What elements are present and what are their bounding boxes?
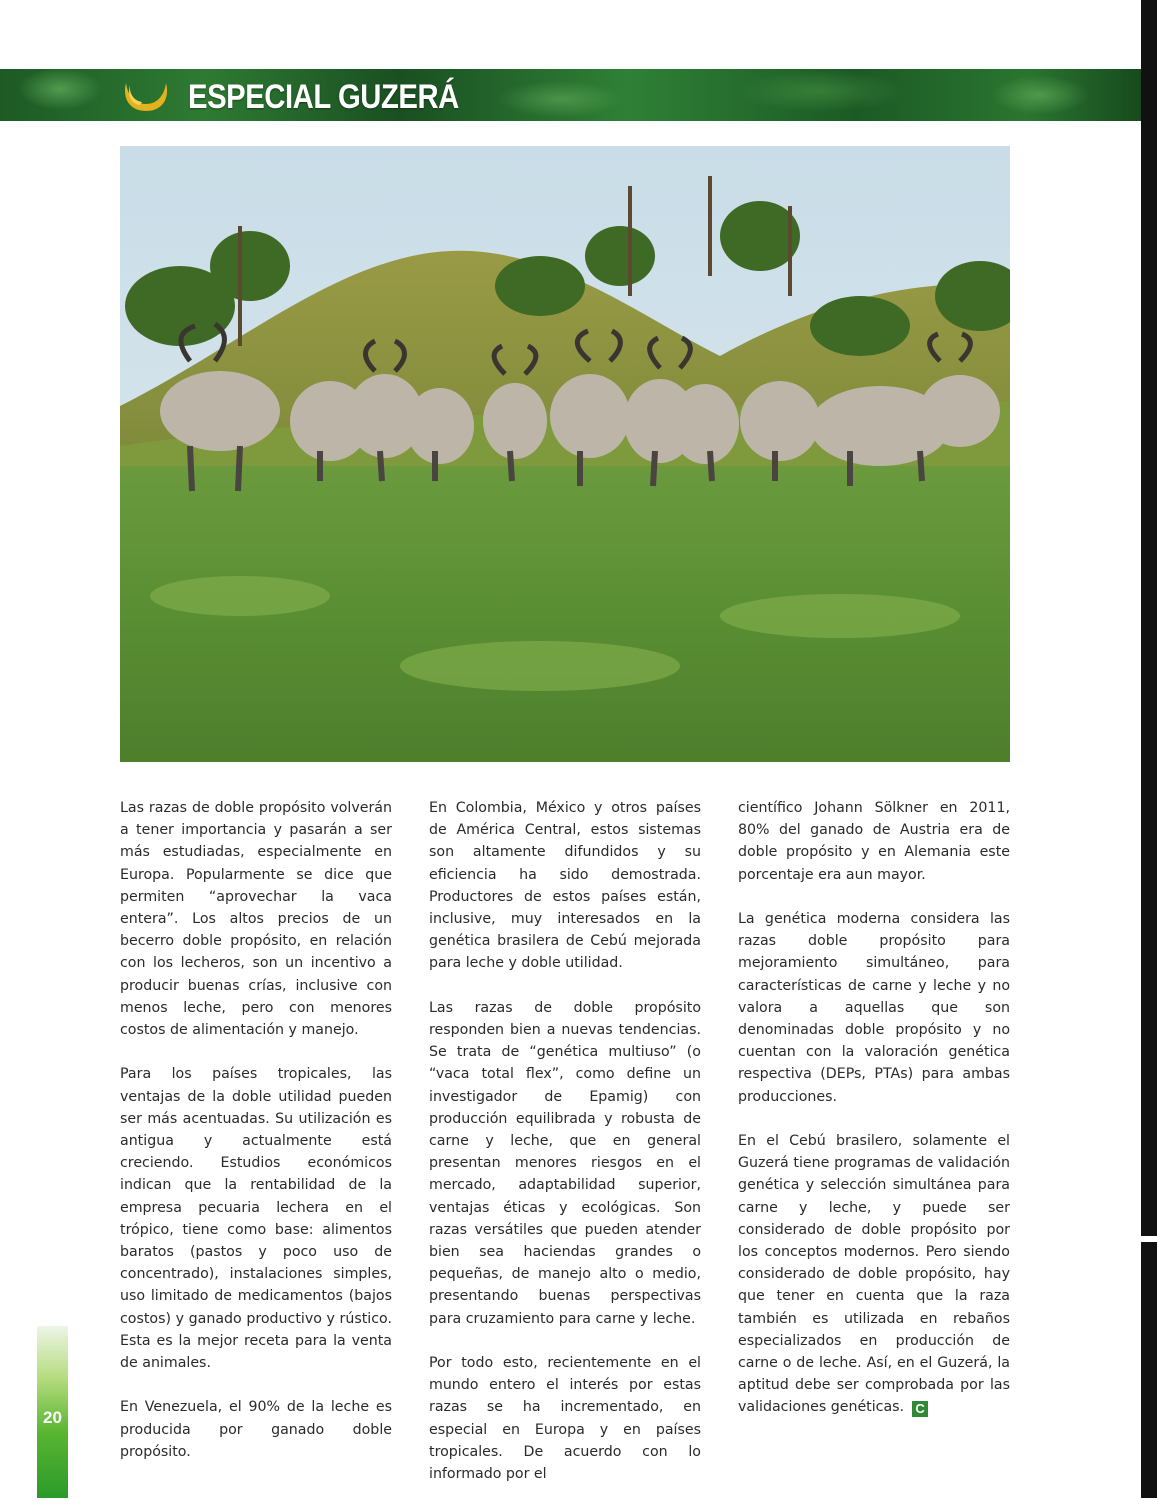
- paragraph: Las razas de doble propósito volverán a tener importancia y pasarán a ser más estudiadas, especialmente en Europa. Popularmente se dice que permiten “aprovechar la vaca entera”. Los altos precios de un becerro doble propósito, en relación con los lecheros, son un incentivo a producir buenas crías, inclusive con menos leche, pero con menores costos de alimentación y manejo.: [120, 800, 392, 1039]
- paragraph: La genética moderna considera las razas doble propósito para mejoramiento simultáneo, para características de carne y leche y no valora a aquellas que son denominadas doble propósito y no cuentan con la valoración genética respectiva (DEPs, PTAs) para ambas producciones.: [738, 911, 1010, 1105]
- paragraph: Por todo esto, recientemente en el mundo entero el interés por estas razas se ha incrementado, en especial en Europa y en países tropicales. De acuerdo con lo informado por el: [429, 1355, 701, 1483]
- paragraph: En Colombia, México y otros países de América Central, estos sistemas son altamente difundidos y su eficiencia ha sido demostrada. Productores de estos países están, inclusive, muy interesados en la genética brasilera de Cebú mejorada para leche y doble utilidad.: [429, 800, 701, 972]
- horns-emblem-icon: [120, 73, 172, 117]
- cattle-herd-photo: [120, 146, 1010, 762]
- article-end-mark-icon: C: [912, 1401, 928, 1417]
- article-column-1: [120, 797, 392, 1485]
- paragraph: Las razas de doble propósito responden bien a nuevas tendencias. Se trata de “genética multiuso” (o “vaca total flex”, como define un investigador de Epamig) con producción equilibrada y robusta de carne y leche, que en general presentan menores riesgos en el mercado, adaptabilidad superior, ventajas éticas y ecológicas. Son razas versátiles que pueden atender bien sea haciendas grandes o pequeñas, de manejo alto o medio, presentando buenas perspectivas para cruzamiento para carne y leche.: [429, 999, 701, 1327]
- paragraph-last: [738, 1130, 1010, 1419]
- article-column-3: [738, 797, 1010, 1441]
- page-edge-bar: [1141, 0, 1157, 1498]
- section-title: ESPECIAL GUZERÁ: [188, 78, 459, 116]
- paragraph-text: En el Cebú brasilero, solamente el Guzerá tiene programas de validación genética y selección simultánea para carne y leche, y puede ser considerado de doble propósito por los conceptos modernos. Pero siendo considerado de doble propósito, hay que tener en cuenta que la raza también es utilizada en rebaños especializados en producción de carne o de leche. Así, en el Guzerá, la aptitud debe ser comprobada por las validaciones genéticas.: [738, 1133, 1010, 1416]
- section-header: [0, 69, 1141, 121]
- page-edge-notch: [1141, 1236, 1157, 1242]
- article-column-2: [429, 797, 701, 1507]
- paragraph: científico Johann Sölkner en 2011, 80% del ganado de Austria era de doble propósito y en Alemania este porcentaje era aun mayor.: [738, 800, 1010, 883]
- page-number-tab: [37, 1326, 68, 1498]
- page-number: 20: [43, 1408, 62, 1427]
- paragraph: Para los países tropicales, las ventajas de la doble utilidad pueden ser más acentuadas. Su utilización es antigua y actualmente está creciendo. Estudios económicos indican que la rentabilidad de la empresa pecuaria lechera en el trópico, tiene como base: alimentos baratos (pastos y poco uso de concentrado), instalaciones simples, uso limitado de medicamentos (bajos costos) y ganado productivo y rústico. Esta es la mejor receta para la venta de animales.: [120, 1066, 392, 1372]
- paragraph: En Venezuela, el 90% de la leche es producida por ganado doble propósito.: [120, 1399, 392, 1460]
